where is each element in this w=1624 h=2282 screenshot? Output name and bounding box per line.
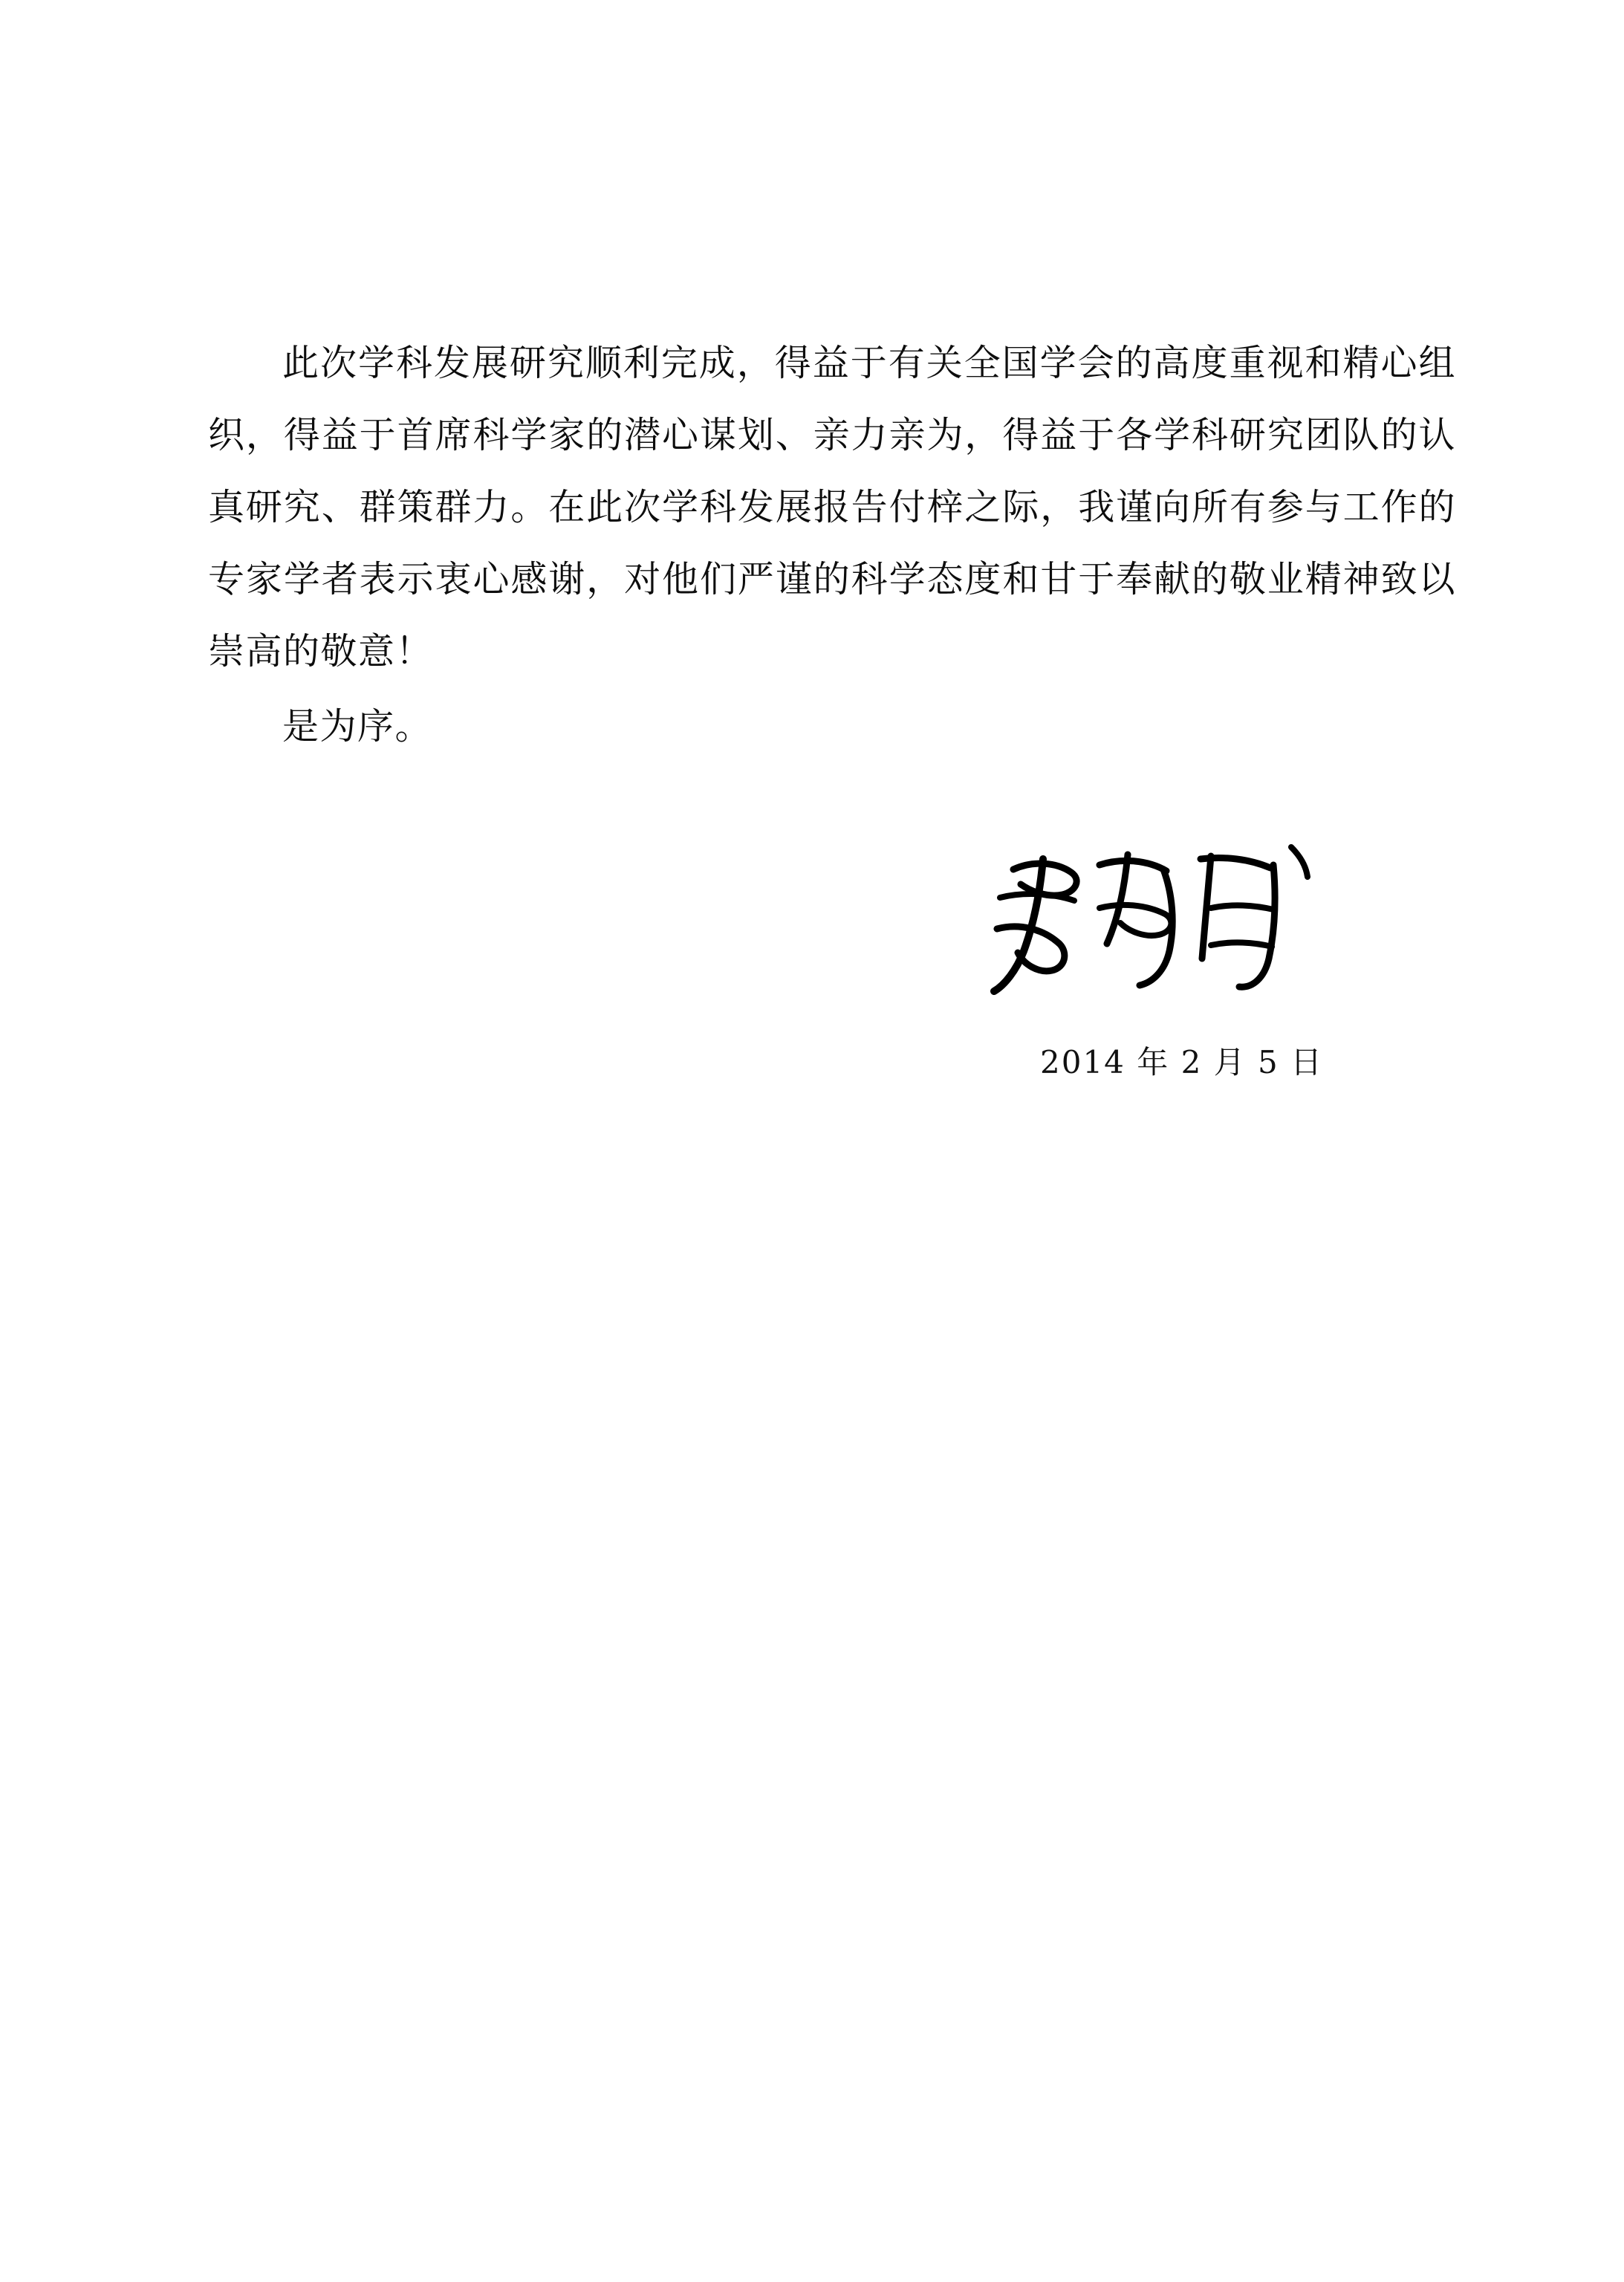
body-text — [208, 327, 1456, 762]
paragraph-1: 此次学科发展研究顺利完成，得益于有关全国学会的高度重视和精心组织，得益于首席科学家的潜心谋划、亲力亲为，得益于各学科研究团队的认真研究、群策群力。在此次学科发展报告付梓之际，我谨向所有参与工作的专家学者表示衷心感谢，对他们严谨的科学态度和甘于奉献的敬业精神致以崇高的敬意！ — [208, 342, 1456, 672]
handwritten-signature-icon — [988, 840, 1330, 1003]
paragraph-2: 是为序。 — [282, 705, 433, 748]
signature-date: 2014 年 2 月 5 日 — [1040, 1044, 1324, 1080]
